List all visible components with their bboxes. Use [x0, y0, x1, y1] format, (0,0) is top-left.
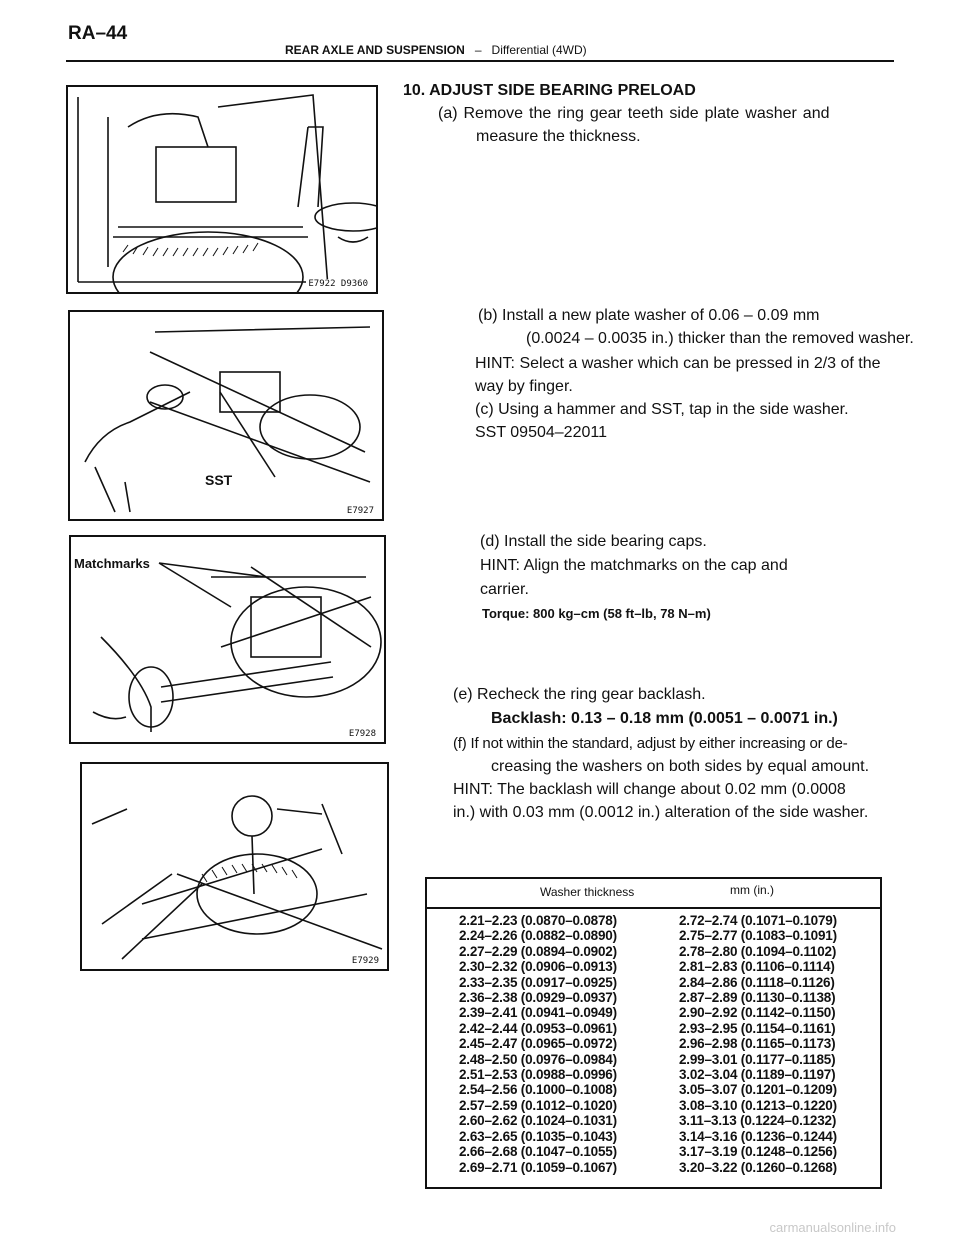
- table-row: 2.90–2.92 (0.1142–0.1150): [679, 1005, 836, 1021]
- step-a-line1: (a) Remove the ring gear teeth side plate washer and: [438, 105, 830, 122]
- figure-code: E7928: [348, 729, 376, 739]
- table-row: 3.20–3.22 (0.1260–0.1268): [679, 1159, 837, 1175]
- figure-matchmarks: [69, 535, 386, 744]
- table-header: [427, 879, 880, 909]
- hint-d-line2: carrier.: [480, 581, 529, 598]
- table-row: 2.48–2.50 (0.0976–0.0984): [459, 1051, 617, 1067]
- step-f-line2: creasing the washers on both sides by equal amount.: [491, 758, 870, 775]
- table-row: 2.57–2.59 (0.1012–0.1020): [459, 1097, 617, 1113]
- figure-code: E7929: [351, 956, 379, 966]
- table-row: 3.02–3.04 (0.1189–0.1197): [679, 1067, 836, 1083]
- table-row: 2.87–2.89 (0.1130–0.1138): [679, 990, 836, 1006]
- table-row: 2.93–2.95 (0.1154–0.1161): [679, 1020, 836, 1036]
- section-header: [285, 43, 587, 57]
- table-row: 2.72–2.74 (0.1071–0.1079): [679, 913, 837, 928]
- table-row: 2.33–2.35 (0.0917–0.0925): [459, 974, 617, 990]
- step-d-line1: (d) Install the side bearing caps.: [480, 533, 707, 550]
- table-row: 2.78–2.80 (0.1094–0.1102): [679, 943, 837, 959]
- table-row: 2.99–3.01 (0.1177–0.1185): [679, 1051, 836, 1067]
- washer-thickness-table: [425, 877, 882, 1189]
- illustration-remove-washer: [68, 87, 376, 292]
- page-number: RA–44: [68, 23, 128, 44]
- table-row: 2.84–2.86 (0.1118–0.1126): [679, 974, 835, 990]
- table-header-left: Washer thickness: [540, 885, 635, 899]
- subsection-title: Differential (4WD): [491, 43, 587, 57]
- table-row: 2.81–2.83 (0.1106–0.1114): [679, 959, 835, 975]
- illustration-bearing-caps: [71, 537, 384, 742]
- section-title: REAR AXLE AND SUSPENSION: [285, 43, 465, 57]
- header-separator: –: [474, 43, 482, 57]
- table-row: 3.11–3.13 (0.1224–0.1232): [679, 1113, 837, 1129]
- table-row: 2.63–2.65 (0.1035–0.1043): [459, 1128, 617, 1144]
- table-row: 2.66–2.68 (0.1047–0.1055): [459, 1144, 617, 1160]
- matchmarks-label: Matchmarks: [74, 556, 150, 571]
- table-row: 3.08–3.10 (0.1213–0.1220): [679, 1097, 837, 1113]
- figure-remove-washer: [66, 85, 378, 294]
- table-row: 2.30–2.32 (0.0906–0.0913): [459, 959, 617, 975]
- sst-label: SST: [205, 472, 233, 488]
- table-row: 3.17–3.19 (0.1248–0.1256): [679, 1144, 837, 1160]
- table-row: 2.96–2.98 (0.1165–0.1173): [679, 1036, 836, 1052]
- table-row: 2.75–2.77 (0.1083–0.1091): [679, 928, 837, 944]
- table-row: 2.39–2.41 (0.0941–0.0949): [459, 1005, 617, 1021]
- table-row: 2.42–2.44 (0.0953–0.0961): [459, 1020, 617, 1036]
- illustration-dial-indicator: [82, 764, 387, 969]
- step-b-line1: (b) Install a new plate washer of 0.06 – 0.09 mm: [478, 307, 820, 324]
- table-row: 2.51–2.53 (0.0988–0.0996): [459, 1067, 617, 1083]
- step-e-line1: (e) Recheck the ring gear backlash.: [453, 686, 706, 703]
- table-header-right: mm (in.): [730, 883, 774, 897]
- torque-spec: Torque: 800 kg–cm (58 ft–lb, 78 N–m): [482, 606, 711, 621]
- table-row: 2.36–2.38 (0.0929–0.0937): [459, 990, 617, 1006]
- table-row: 2.54–2.56 (0.1000–0.1008): [459, 1082, 617, 1098]
- hint-f-line2: in.) with 0.03 mm (0.0012 in.) alteration of the side washer.: [453, 804, 869, 821]
- step-a-line2: measure the thickness.: [476, 128, 641, 145]
- figure-code: E7927: [346, 506, 374, 516]
- watermark: carmanualsonline.info: [769, 1220, 896, 1235]
- step-c-line1: (c) Using a hammer and SST, tap in the side washer.: [475, 401, 849, 418]
- sst-number: SST 09504–22011: [475, 424, 607, 441]
- table-column-right: [679, 913, 837, 1175]
- hint-f-line1: HINT: The backlash will change about 0.02 mm (0.0008: [453, 781, 846, 798]
- table-row: 2.24–2.26 (0.0882–0.0890): [459, 928, 617, 944]
- hint-d-line1: HINT: Align the matchmarks on the cap and: [480, 557, 788, 574]
- table-row: 2.27–2.29 (0.0894–0.0902): [459, 943, 617, 959]
- hint-b-line2: way by finger.: [475, 378, 573, 395]
- table-row: 2.69–2.71 (0.1059–0.1067): [459, 1159, 617, 1175]
- hint-b-line1: HINT: Select a washer which can be pressed in 2/3 of the: [475, 355, 881, 372]
- illustration-hammer-sst: [70, 312, 382, 519]
- step-f-line1: (f) If not within the standard, adjust by either increasing or de-: [453, 735, 848, 752]
- table-row: 2.45–2.47 (0.0965–0.0972): [459, 1036, 617, 1052]
- table-row: 3.05–3.07 (0.1201–0.1209): [679, 1082, 837, 1098]
- figure-backlash-check: [80, 762, 389, 971]
- table-row: 3.14–3.16 (0.1236–0.1244): [679, 1128, 837, 1144]
- step-b-line2: (0.0024 – 0.0035 in.) thicker than the removed washer.: [526, 330, 914, 347]
- figure-install-washer: [68, 310, 384, 521]
- figure-code: E7922 D9360: [308, 279, 368, 289]
- table-row: 2.60–2.62 (0.1024–0.1031): [459, 1113, 617, 1129]
- header-rule: [66, 60, 894, 62]
- table-row: 2.21–2.23 (0.0870–0.0878): [459, 913, 617, 928]
- step-title: 10. ADJUST SIDE BEARING PRELOAD: [403, 82, 696, 99]
- table-column-left: [459, 913, 617, 1175]
- backlash-spec: Backlash: 0.13 – 0.18 mm (0.0051 – 0.0071 in.): [491, 710, 838, 727]
